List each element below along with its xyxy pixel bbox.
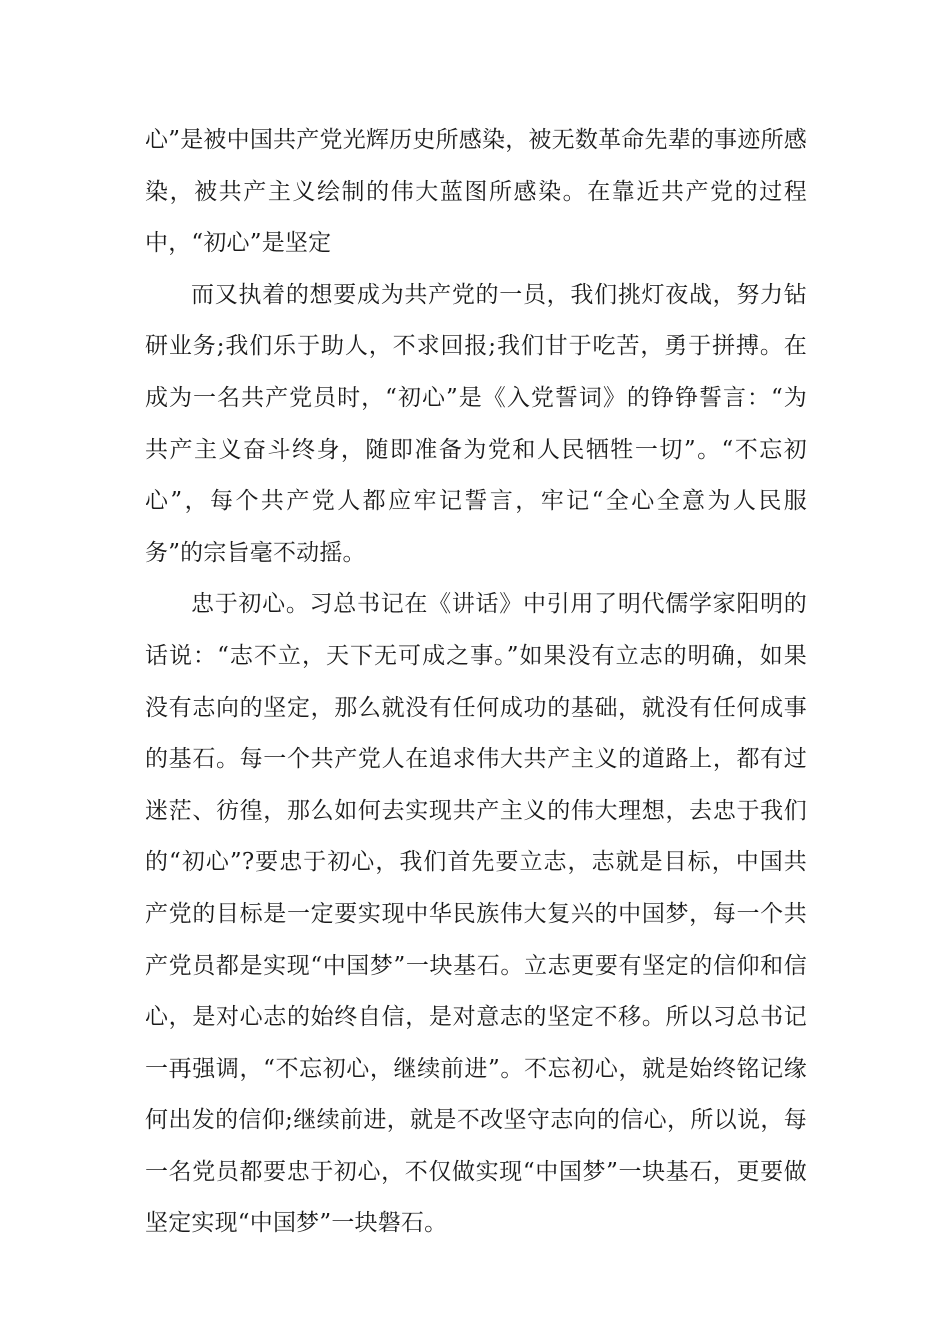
paragraph-continuation: 心”是被中国共产党光辉历史所感染，被无数革命先辈的事迹所感染，被共产主义绘制的伟大蓝图所感染。在靠近共产党的过程中，“初心”是坚定 (145, 127, 807, 257)
document-body (145, 115, 807, 1250)
paragraph-loyal-to-original-aspiration: 忠于初心。习总书记在《讲话》中引用了明代儒学家阳明的话说：“志不立，天下无可成之事。”如果没有立志的明确，如果没有志向的坚定，那么就没有任何成功的基础，就没有任何成事的基石。每一个共产党人在追求伟大共产主义的道路上，都有过迷茫、彷徨，那么如何去实现共产主义的伟大理想，去忠于我们的“初心”?要忠于初心，我们首先要立志，志就是目标，中国共产党的目标是一定要实现中华民族伟大复兴的中国梦，每一个共产党员都是实现“中国梦”一块基石。立志更要有坚定的信仰和信心，是对心志的始终自信，是对意志的坚定不移。所以习总书记一再强调，“不忘初心，继续前进”。不忘初心，就是始终铭记缘何出发的信仰;继续前进，就是不改坚守志向的信心，所以说，每一名党员都要忠于初心，不仅做实现“中国梦”一块基石，更要做坚定实现“中国梦”一块磐石。 (145, 591, 807, 1237)
paragraph-resolve: 而又执着的想要成为共产党的一员，我们挑灯夜战，努力钻研业务;我们乐于助人，不求回报;我们甘于吃苦，勇于拼搏。在成为一名共产党员时，“初心”是《入党誓词》的铮铮誓言：“为共产主义奋斗终身，随即准备为党和人民牺牲一切”。“不忘初心”，每个共产党人都应牢记誓言，牢记“全心全意为人民服务”的宗旨毫不动摇。 (145, 281, 807, 566)
